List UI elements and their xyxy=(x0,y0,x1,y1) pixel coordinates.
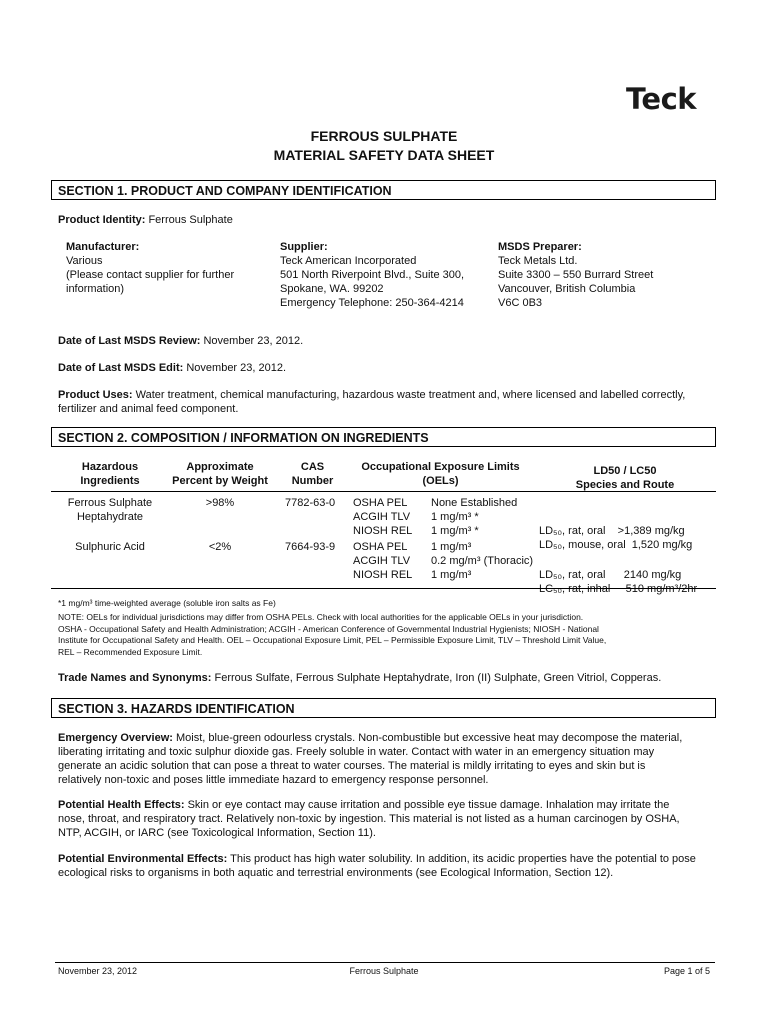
company-logo: Teck xyxy=(626,82,697,116)
edit-date-value: November 23, 2012. xyxy=(186,362,287,374)
supplier-line: Spokane, WA. 99202 xyxy=(280,283,384,295)
table-cell-oel-agency: OSHA PEL ACGIH TLV NIOSH REL xyxy=(353,497,413,537)
col-header-cas: CAS Number xyxy=(291,461,334,487)
table-row-ingredient: Ferrous Sulphate Heptahydrate xyxy=(67,497,153,523)
product-uses-line: fertilizer and animal feed component. xyxy=(58,403,239,415)
col-header-ld50 xyxy=(535,464,715,492)
supplier-line: Emergency Telephone: 250-364-4214 xyxy=(280,297,464,309)
emergency-overview-label: Emergency Overview: xyxy=(58,732,173,744)
environmental-effects-label: Potential Environmental Effects: xyxy=(58,853,228,865)
table-footnote: *1 mg/m³ time-weighted average (soluble iron salts as Fe) xyxy=(58,598,276,608)
product-identity-value: Ferrous Sulphate xyxy=(148,214,233,226)
preparer-line: V6C 0B3 xyxy=(498,297,543,309)
table-cell-oel-agency: OSHA PEL ACGIH TLV NIOSH REL xyxy=(353,541,413,581)
col-header-oel: Occupational Exposure Limits (OELs) xyxy=(361,461,520,487)
document-subtitle: MATERIAL SAFETY DATA SHEET xyxy=(273,147,495,163)
supplier-line: Teck American Incorporated xyxy=(280,255,417,267)
table-bottom-rule xyxy=(51,588,716,589)
table-cell-percent: >98% xyxy=(205,497,235,509)
edit-date-label: Date of Last MSDS Edit: xyxy=(58,362,184,374)
review-date-value: November 23, 2012. xyxy=(203,335,304,347)
footer-date: November 23, 2012 xyxy=(58,966,138,976)
manufacturer-line: Various xyxy=(66,255,103,267)
manufacturer-block xyxy=(66,240,266,296)
health-effects-label: Potential Health Effects: xyxy=(58,799,185,811)
col-header-ingredients: Hazardous Ingredients xyxy=(80,461,140,487)
health-effects: Potential Health Effects: Skin or eye contact may cause irritation and possible eye tissue damage. Inhalation may irritate the nose, throat, and respiratory tract. Relatively non-toxic by ingestion. This material is not listed as a human carcinogen by OSHA, NTP, ACGIH, or IARC (see Toxicological Information, Section 11). xyxy=(58,799,680,839)
table-cell-ld50: LD₅₀, rat, oral 2140 mg/kg LC₅₀, rat, inhal 510 mg/m³/2hr xyxy=(539,569,698,595)
footer-page-number: Page 1 of 5 xyxy=(663,966,710,976)
section-3-heading: SECTION 3. HAZARDS IDENTIFICATION xyxy=(51,698,716,718)
manufacturer-label: Manufacturer: xyxy=(66,241,140,253)
product-uses-line: Water treatment, chemical manufacturing, hazardous waste treatment and, where licensed and labelled correctly, xyxy=(135,389,686,401)
product-uses xyxy=(58,388,723,416)
product-identity xyxy=(58,213,233,227)
table-cell-oel-value: 1 mg/m³ 0.2 mg/m³ (Thoracic) 1 mg/m³ xyxy=(431,541,534,581)
oel-note: NOTE: OELs for individual jurisdictions may differ from OSHA PELs. Check with local authorities for the applicable OELs in your jurisdiction. OSHA - Occupational Safety and Health Administration; ACGIH - American Conference of Governmental Industrial Hygienists; NIOSH - National Institute for Occupational Safety and Health. OEL – Occupational Exposure Limit, PEL – Permissible Exposure Limit, TLV – Threshold Limit Value, REL – Recommended Exposure Limit. xyxy=(58,612,607,657)
table-cell-percent: <2% xyxy=(208,541,232,553)
supplier-label: Supplier: xyxy=(280,241,328,253)
product-identity-label: Product Identity: xyxy=(58,214,146,226)
table-row-ingredient: Sulphuric Acid xyxy=(75,541,145,553)
preparer-line: Suite 3300 – 550 Burrard Street xyxy=(498,269,654,281)
trade-names xyxy=(58,671,728,685)
manufacturer-line: (Please contact supplier for further xyxy=(66,269,235,281)
table-cell-cas: 7782-63-0 xyxy=(285,497,336,509)
table-header-rule xyxy=(51,491,716,492)
trade-names-value: Ferrous Sulfate, Ferrous Sulphate Heptahydrate, Iron (II) Sulphate, Green Vitriol, Copperas. xyxy=(214,672,662,684)
section-2-heading: SECTION 2. COMPOSITION / INFORMATION ON INGREDIENTS xyxy=(51,427,716,447)
edit-date xyxy=(58,361,286,375)
ld50-header: LD50 / LC50 xyxy=(593,465,657,477)
species-route-header: Species and Route xyxy=(575,479,675,491)
supplier-line: 501 North Riverpoint Blvd., Suite 300, xyxy=(280,269,465,281)
col-header-percent: Approximate Percent by Weight xyxy=(172,461,268,487)
document-title: FERROUS SULPHATE xyxy=(310,128,458,144)
review-date xyxy=(58,334,303,348)
section-1-heading: SECTION 1. PRODUCT AND COMPANY IDENTIFICATION xyxy=(51,180,716,200)
review-date-label: Date of Last MSDS Review: xyxy=(58,335,201,347)
manufacturer-line: information) xyxy=(66,283,125,295)
preparer-label: MSDS Preparer: xyxy=(498,241,582,253)
footer-product: Ferrous Sulphate xyxy=(349,966,419,976)
product-uses-label: Product Uses: xyxy=(58,389,133,401)
preparer-line: Vancouver, British Columbia xyxy=(498,283,636,295)
preparer-block xyxy=(498,240,713,310)
footer-rule xyxy=(55,962,715,963)
table-cell-ld50: LD₅₀, rat, oral >1,389 mg/kg LD₅₀, mouse, oral 1,520 mg/kg xyxy=(539,525,693,551)
table-cell-oel-value: None Established 1 mg/m³ * 1 mg/m³ * xyxy=(431,497,518,537)
trade-names-label: Trade Names and Synonyms: xyxy=(58,672,212,684)
preparer-line: Teck Metals Ltd. xyxy=(498,255,578,267)
supplier-block xyxy=(280,240,495,310)
emergency-overview: Emergency Overview: Moist, blue-green odourless crystals. Non-combustible but excessive heat may decompose the material, liberating irritating and toxic sulphur dioxide gas. Freely soluble in water. Contact with water in an emergency situation may generate an acidic solution that can pose a threat to water courses. The material is mildly irritating to eyes and skin but is relatively non-toxic and poses little immediate hazard to emergency response personnel. xyxy=(58,732,683,786)
table-cell-cas: 7664-93-9 xyxy=(285,541,336,553)
environmental-effects: Potential Environmental Effects: This product has high water solubility. In addition, its acidic properties have the potential to pose ecological risks to organisms in both aquatic and terrestrial environments (see Ecological Information, Section 12). xyxy=(58,853,696,879)
